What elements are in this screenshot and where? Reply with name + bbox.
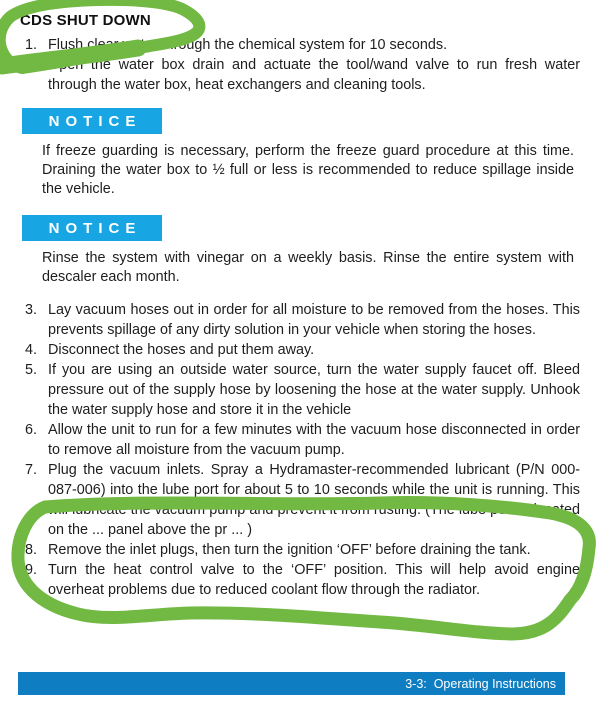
- step-number: 6.: [25, 422, 38, 438]
- notice-text: If freeze guarding is necessary, perform the freeze guard procedure at this time. Draining the water box to ½ full or less is recommended to reduce spillage inside the vehicle.: [42, 143, 574, 197]
- step-text: Remove the inlet plugs, then turn the ignition ‘OFF’ before draining the tank.: [48, 542, 531, 558]
- steps-list-lower: [20, 300, 580, 600]
- step-number: 2.: [25, 57, 38, 73]
- notice-block-2: [20, 215, 580, 287]
- page-title: CDS SHUT DOWN: [20, 12, 151, 29]
- step-item-4: [20, 340, 580, 360]
- step-number: 1.: [25, 37, 38, 53]
- notice-badge: NOTICE: [22, 108, 162, 134]
- step-text: If you are using an outside water source, turn the water supply faucet off. Bleed pressure out of the supply hose by loosening the hose at the water supply. Unhook the water supply hose and store it in the vehicle: [48, 362, 580, 418]
- step-number: 7.: [25, 462, 38, 478]
- step-text: Open the water box drain and actuate the tool/wand valve to run fresh water through the water box, heat exchangers and cleaning tools.: [48, 57, 580, 93]
- step-item-7: [20, 460, 580, 540]
- step-item-5: [20, 360, 580, 420]
- footer-page-label: 3-3: Operating Instructions: [405, 676, 556, 691]
- step-text: Disconnect the hoses and put them away.: [48, 342, 315, 358]
- step-item-3: [20, 300, 580, 340]
- step-number: 8.: [25, 542, 38, 558]
- step-text: Plug the vacuum inlets. Spray a Hydramaster-recommended lubricant (P/N 000-087-006) into the lube port for about 5 to 10 seconds while the unit is running. This will lubricate the vacuum pump and prevent it from rusting. (The lube port is located on the ... panel above the pr ... ): [48, 462, 580, 538]
- step-number: 3.: [25, 302, 38, 318]
- step-text: Turn the heat control valve to the ‘OFF’ position. This will help avoid engine overheat problems due to reduced coolant flow through the radiator.: [48, 562, 580, 598]
- step-text: Flush clear water through the chemical system for 10 seconds.: [48, 37, 448, 53]
- notice-text: Rinse the system with vinegar on a weekly basis. Rinse the entire system with descaler each month.: [42, 250, 574, 285]
- step-item-2: [20, 55, 580, 95]
- step-item-6: [20, 420, 580, 460]
- step-item-8: [20, 540, 580, 560]
- step-item-1: [20, 35, 580, 55]
- footer-bar: [18, 672, 565, 695]
- step-number: 5.: [25, 362, 38, 378]
- step-text: Lay vacuum hoses out in order for all moisture to be removed from the hoses. This prevents spillage of any dirty solution in your vehicle when storing the hoses.: [48, 302, 580, 338]
- notice-badge: NOTICE: [22, 215, 162, 241]
- step-number: 4.: [25, 342, 38, 358]
- step-text: Allow the unit to run for a few minutes with the vacuum hose disconnected in order to remove all moisture from the vacuum pump.: [48, 422, 580, 458]
- notice-block-1: [20, 108, 580, 199]
- step-item-9: [20, 560, 580, 600]
- step-number: 9.: [25, 562, 38, 578]
